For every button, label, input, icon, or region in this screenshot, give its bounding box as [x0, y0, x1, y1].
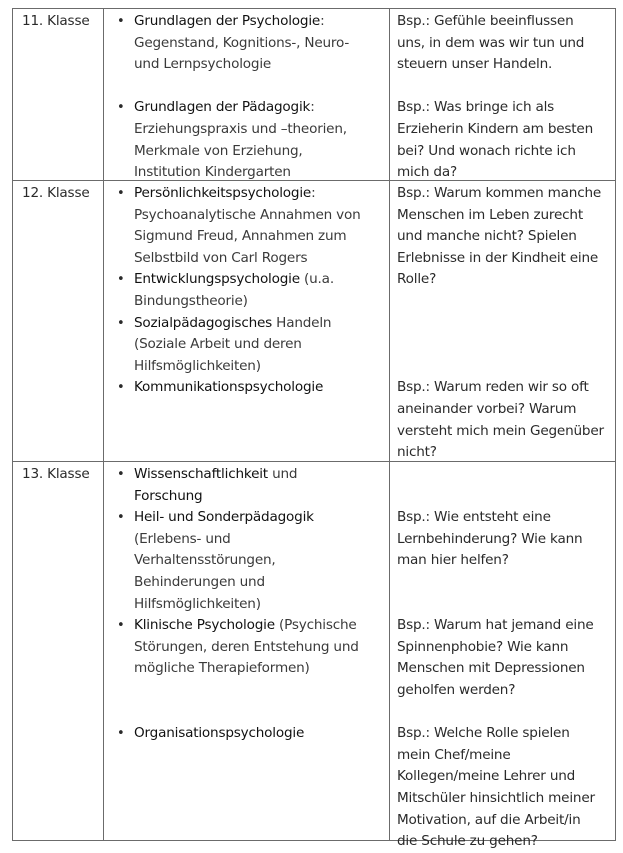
example-text: bei? Und wonach richte ich: [397, 142, 576, 159]
example-block: [397, 97, 611, 183]
example-text: aneinander vorbei? Warum: [397, 400, 577, 417]
topic-text: Selbstbild von Carl Rogers: [134, 249, 308, 266]
topic-text: (u.a.: [299, 271, 334, 288]
table-row-12: [13, 180, 615, 461]
example-text: Erlebnisse in der Kindheit eine: [397, 249, 599, 266]
example-text: Bsp.: Wie entsteht eine: [397, 509, 551, 526]
topic-text: Merkmale von Erziehung,: [134, 142, 303, 159]
topic-text: Psychoanalytische Annahmen von: [134, 206, 361, 223]
topic-item: [104, 377, 385, 399]
examples-cell: [389, 462, 615, 850]
example-text: steuern unser Handeln.: [397, 56, 553, 73]
topic-text: Sigmund Freud, Annahmen zum: [134, 228, 347, 245]
example-text: die Schule zu gehen?: [397, 833, 538, 850]
topic-item: [104, 183, 385, 269]
example-text: Rolle?: [397, 271, 437, 288]
example-block: [397, 615, 611, 701]
example-text: Lernbehinderung? Wie kann: [397, 530, 583, 547]
bullet-icon: •: [117, 186, 125, 201]
example-text: uns, in dem was wir tun und: [397, 34, 585, 51]
example-block: [397, 507, 611, 572]
table-row-11: [13, 9, 615, 180]
topic-title: Heil- und Sonderpädagogik: [134, 509, 314, 526]
topic-title: Persönlichkeitspsychologie: [134, 185, 312, 201]
table-row-13: [13, 461, 615, 850]
example-text: Kollegen/meine Lehrer und: [397, 768, 576, 785]
example-text: Bsp.: Was bringe ich als: [397, 99, 555, 116]
topic-text: :: [311, 185, 316, 201]
example-text: mich da?: [397, 164, 458, 181]
example-text: versteht mich mein Gegenüber: [397, 422, 604, 439]
example-text: Bsp.: Welche Rolle spielen: [397, 725, 570, 742]
topic-text: Behinderungen und: [134, 573, 265, 590]
example-text: nicht?: [397, 444, 437, 461]
topic-item: [104, 269, 385, 312]
bullet-icon: •: [117, 315, 125, 331]
bullet-icon: •: [117, 380, 125, 396]
topic-item: [104, 615, 385, 680]
topic-text: Bindungstheorie): [134, 292, 248, 309]
topic-item: [104, 97, 385, 183]
topic-text: und Lernpsychologie: [134, 56, 272, 73]
examples-cell: [389, 181, 615, 461]
topic-title: Klinische Psychologie: [134, 617, 275, 634]
example-text: Motivation, auf die Arbeit/in: [397, 811, 581, 828]
topic-title: Kommunikationspsychologie: [134, 379, 324, 396]
topic-title: Wissenschaftlichkeit: [134, 466, 268, 482]
grade-cell: 12. Klasse: [22, 185, 90, 201]
example-text: Erzieherin Kindern am besten: [397, 120, 593, 137]
bullet-icon: •: [117, 467, 125, 482]
topic-item: [104, 723, 385, 745]
topic-title: Entwicklungspsychologie: [134, 271, 300, 288]
topic-text: Hilfsmöglichkeiten): [134, 357, 261, 374]
topic-item: [104, 507, 385, 615]
topic-title: Sozialpädagogisches: [134, 314, 273, 331]
example-text: Bsp.: Warum hat jemand eine: [397, 617, 594, 634]
topic-text: Handeln: [272, 314, 332, 331]
topic-item: [104, 313, 385, 378]
topic-text: (Soziale Arbeit und deren: [134, 336, 302, 353]
bullet-icon: •: [117, 14, 125, 29]
example-text: Bsp.: Warum kommen manche: [397, 185, 602, 201]
example-block: [397, 723, 611, 853]
example-text: Menschen mit Depressionen: [397, 660, 585, 677]
bullet-icon: •: [117, 618, 125, 634]
example-block: [397, 11, 611, 76]
topic-text: mögliche Therapieformen): [134, 660, 310, 677]
example-text: Bsp.: Warum reden wir so oft: [397, 379, 589, 396]
examples-cell: [389, 9, 615, 180]
topic-title: Grundlagen der Pädagogik: [134, 99, 311, 116]
topic-text: Hilfsmöglichkeiten): [134, 595, 261, 612]
topic-text: Verhaltensstörungen,: [134, 552, 276, 569]
example-text: mein Chef/meine: [397, 746, 511, 763]
bullet-icon: •: [117, 272, 125, 288]
example-text: man hier helfen?: [397, 552, 509, 569]
example-block: [397, 183, 611, 291]
topic-item: [104, 11, 385, 76]
topic-text: Gegenstand, Kognitions-, Neuro-: [134, 34, 350, 51]
topic-text: (Psychische: [274, 617, 357, 634]
example-block: [397, 377, 611, 463]
topics-cell: [103, 462, 389, 840]
topics-cell: [103, 181, 389, 461]
topic-text: Störungen, deren Entstehung und: [134, 638, 359, 655]
topics-cell: [103, 9, 389, 180]
grade-cell: 13. Klasse: [22, 466, 90, 482]
example-text: Menschen im Leben zurecht: [397, 206, 583, 223]
topic-title: Grundlagen der Psychologie: [134, 13, 321, 29]
example-text: und manche nicht? Spielen: [397, 228, 577, 245]
example-text: geholfen werden?: [397, 681, 516, 698]
topic-text: :: [320, 13, 325, 29]
curriculum-table: [12, 8, 616, 850]
topic-text: Erziehungspraxis und –theorien,: [134, 120, 347, 137]
topic-text: und: [267, 466, 298, 482]
bullet-icon: •: [117, 510, 125, 526]
topic-text: (Erlebens- und: [134, 530, 231, 547]
topic-title: Organisationspsychologie: [134, 725, 305, 742]
example-text: Mitschüler hinsichtlich meiner: [397, 789, 595, 806]
grade-cell: 11. Klasse: [22, 13, 90, 29]
topic-text: Institution Kindergarten: [134, 164, 291, 181]
example-text: Spinnenphobie? Wie kann: [397, 638, 569, 655]
topic-item: [104, 464, 385, 507]
bullet-icon: •: [117, 726, 125, 742]
topic-text: :: [310, 99, 315, 116]
bullet-icon: •: [117, 100, 125, 116]
example-text: Bsp.: Gefühle beeinflussen: [397, 13, 574, 29]
topic-text: Forschung: [134, 487, 203, 504]
